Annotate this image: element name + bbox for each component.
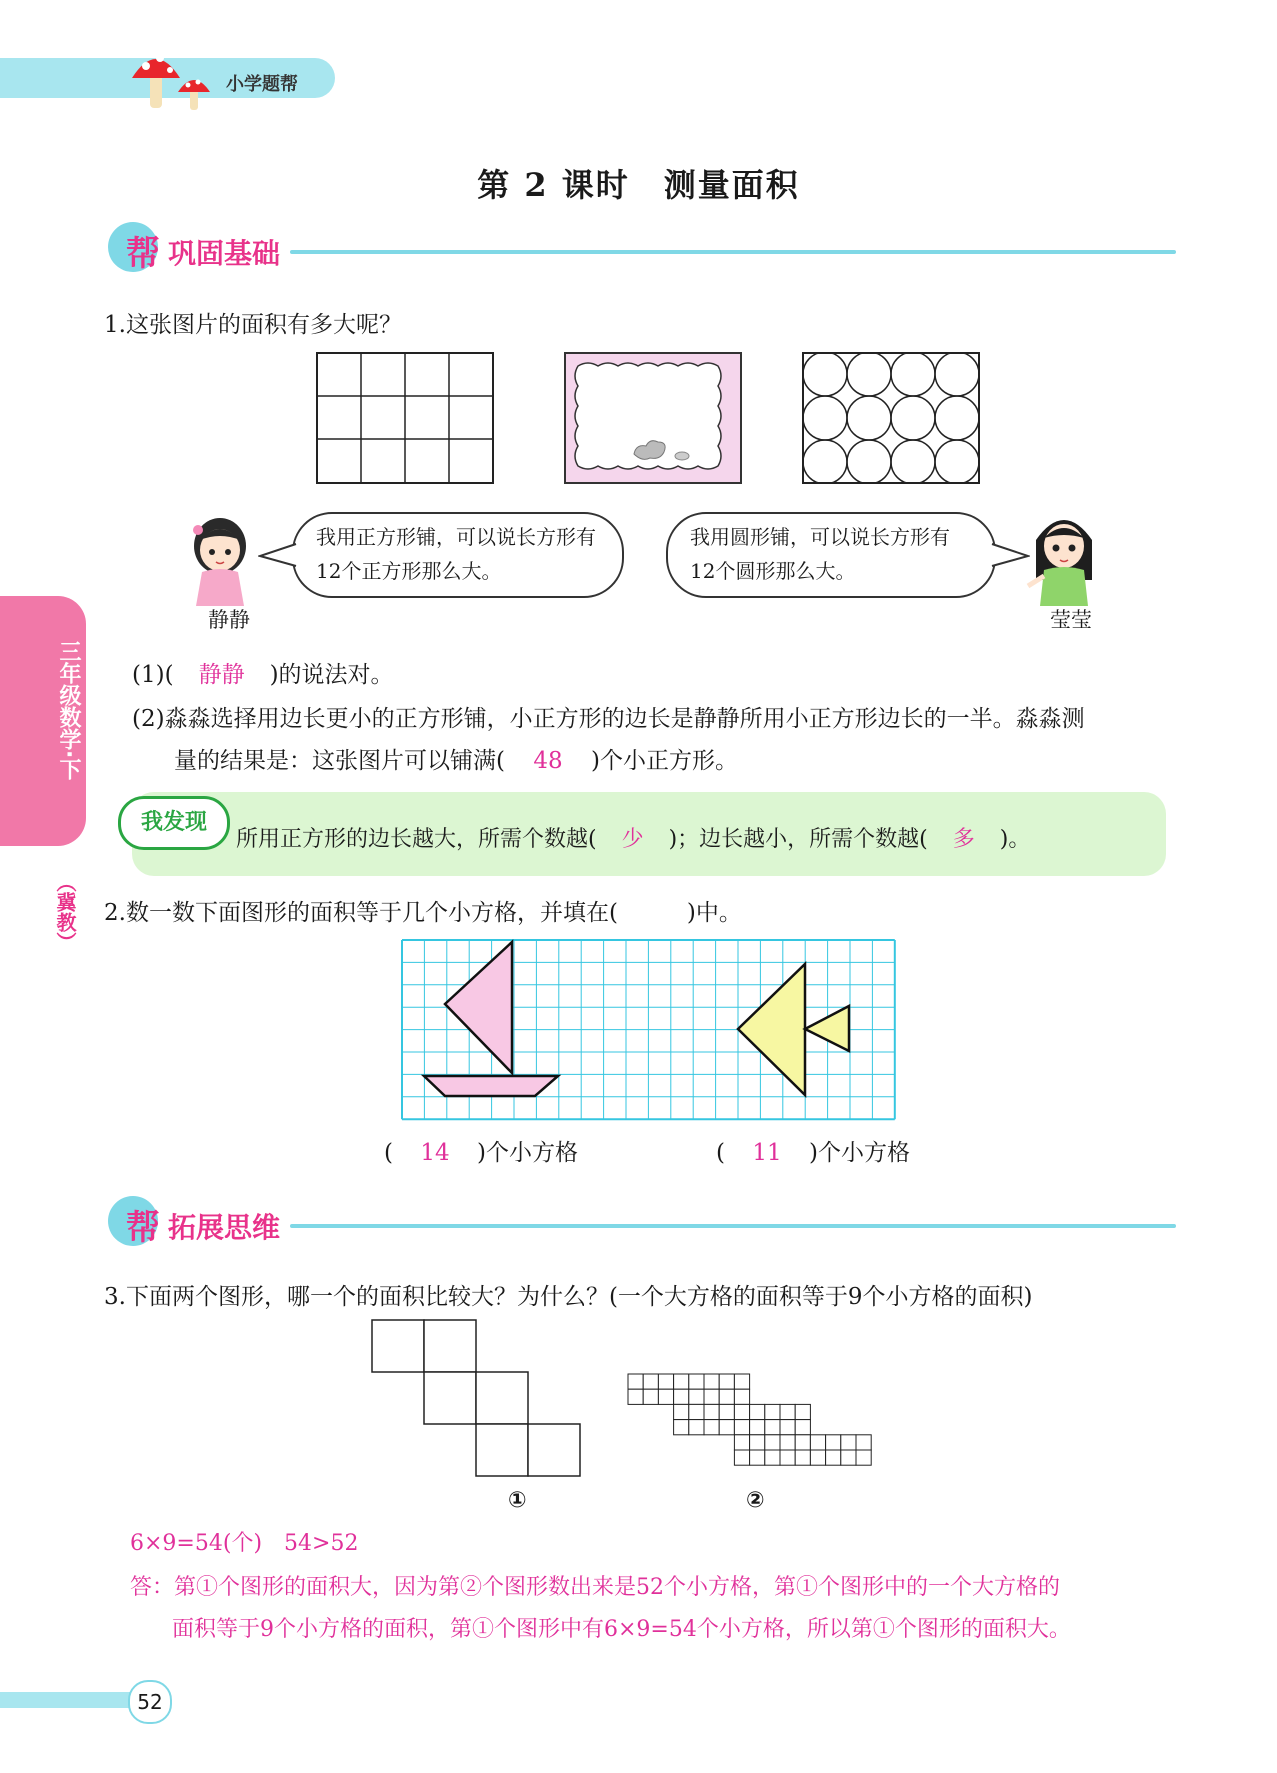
- q2-prompt: 2.数一数下面图形的面积等于几个小方格，并填在( )中。: [104, 900, 742, 926]
- q1-part2-line2: [174, 742, 738, 775]
- small-cell: [750, 1450, 765, 1465]
- q1-part2-answer: 48: [533, 748, 563, 774]
- lesson-title: 第 2 课时 测量面积: [477, 166, 800, 204]
- small-cell: [750, 1404, 765, 1419]
- small-cell: [689, 1389, 704, 1404]
- small-cell: [704, 1374, 719, 1389]
- section-mark: 帮: [126, 234, 160, 274]
- q3-prompt: 3.下面两个图形，哪一个的面积比较大？为什么？(一个大方格的面积等于9个小方格的面积): [104, 1284, 1033, 1310]
- shape-label-2: ②: [746, 1488, 765, 1513]
- q3-answer-line1: 答：第①个图形的面积大，因为第②个图形数出来是52个小方格，第①个图形中的一个大方格的: [130, 1575, 1060, 1600]
- boat-hull: [424, 1076, 558, 1096]
- small-cell: [780, 1420, 795, 1435]
- speech-bubble-left: 我用正方形铺，可以说长方形有12个正方形那么大。: [292, 512, 624, 598]
- small-cell: [734, 1420, 749, 1435]
- small-square-shape: [626, 1372, 906, 1478]
- small-cell: [628, 1389, 643, 1404]
- small-cell: [841, 1435, 856, 1450]
- girl-name-left: 静静: [208, 608, 250, 632]
- section-basic-header: [108, 222, 1176, 272]
- section-title: 巩固基础: [168, 237, 281, 270]
- fish-tail: [805, 1006, 849, 1051]
- small-cell: [689, 1374, 704, 1389]
- discovery-answer-b: 多: [952, 827, 975, 852]
- small-cell: [841, 1450, 856, 1465]
- q1-part1-prefix: (1)(: [132, 662, 174, 688]
- small-cell: [826, 1435, 841, 1450]
- q1-part1: [132, 656, 394, 689]
- small-cell: [765, 1404, 780, 1419]
- small-cell: [643, 1389, 658, 1404]
- q1-part2-prefix: 量的结果是：这张图片可以铺满(: [174, 748, 505, 774]
- small-cell: [719, 1389, 734, 1404]
- small-cell: [674, 1374, 689, 1389]
- square-tiling-figure: [316, 352, 494, 484]
- girl-name-right: 莹莹: [1050, 608, 1092, 632]
- picture-figure: [564, 352, 742, 484]
- small-cell: [674, 1420, 689, 1435]
- q2-answer-left-value: 14: [420, 1140, 450, 1166]
- discovery-text-c: )。: [999, 827, 1031, 852]
- page-number: 52: [128, 1680, 172, 1724]
- small-cell: [810, 1435, 825, 1450]
- q1-part2-line1: (2)淼淼选择用边长更小的正方形铺，小正方形的边长是静静所用小正方形边长的一半。淼淼测: [132, 706, 1085, 732]
- small-cell: [795, 1450, 810, 1465]
- circle-tiling-figure: [802, 352, 980, 484]
- small-cell: [795, 1435, 810, 1450]
- big-square-shape: [370, 1318, 584, 1478]
- small-cell: [750, 1435, 765, 1450]
- section-title: 拓展思维: [168, 1211, 281, 1244]
- discovery-text-a: 所用正方形的边长越大，所需个数越(: [236, 827, 597, 852]
- brand-label: 小学题帮: [226, 74, 298, 95]
- q1-part1-answer: 静静: [198, 662, 245, 688]
- section-divider: [290, 1224, 1176, 1228]
- q2-unit-left: )个小方格: [476, 1140, 578, 1166]
- small-cell: [856, 1450, 871, 1465]
- girl-avatar-right: [1024, 510, 1104, 610]
- small-cell: [765, 1450, 780, 1465]
- fish-body: [738, 964, 805, 1095]
- discovery-answer-a: 少: [621, 827, 644, 852]
- q2-open-paren-left: (: [384, 1140, 393, 1166]
- small-cell: [780, 1435, 795, 1450]
- bubble-tail-left: [258, 540, 298, 570]
- small-cell: [780, 1450, 795, 1465]
- small-cell: [674, 1389, 689, 1404]
- small-cell: [734, 1374, 749, 1389]
- small-cell: [795, 1404, 810, 1419]
- small-cell: [628, 1374, 643, 1389]
- small-cell: [810, 1450, 825, 1465]
- small-cell: [643, 1374, 658, 1389]
- section-extend-header: [108, 1196, 1176, 1246]
- shape-label-1: ①: [508, 1488, 527, 1513]
- small-cell: [704, 1404, 719, 1419]
- side-tab-edition: （冀教）: [53, 872, 77, 952]
- q1-part1-suffix: )的说法对。: [269, 662, 394, 688]
- small-cell: [719, 1374, 734, 1389]
- side-tab-grade: 三年级数学·下: [56, 640, 81, 781]
- small-cell: [704, 1420, 719, 1435]
- small-cell: [704, 1389, 719, 1404]
- discovery-badge: 我发现: [118, 796, 230, 850]
- small-cell: [734, 1404, 749, 1419]
- small-cell: [765, 1420, 780, 1435]
- small-cell: [856, 1435, 871, 1450]
- discovery-text: [236, 822, 1030, 853]
- discovery-text-b: )；边长越小，所需个数越(: [668, 827, 928, 852]
- small-cell: [765, 1435, 780, 1450]
- section-mark: 帮: [126, 1208, 160, 1248]
- q2-unit-right: )个小方格: [808, 1140, 910, 1166]
- small-cell: [750, 1420, 765, 1435]
- q2-answer-right-value: 11: [752, 1140, 782, 1166]
- q2-answer-left: [384, 1134, 578, 1167]
- small-cell: [689, 1404, 704, 1419]
- small-cell: [826, 1450, 841, 1465]
- small-cell: [734, 1435, 749, 1450]
- small-cell: [780, 1404, 795, 1419]
- small-cell: [734, 1389, 749, 1404]
- small-cell: [658, 1389, 673, 1404]
- small-cell: [674, 1404, 689, 1419]
- small-cell: [719, 1404, 734, 1419]
- q2-open-paren-right: (: [716, 1140, 725, 1166]
- small-cell: [795, 1420, 810, 1435]
- mushroom-icon: [128, 44, 218, 116]
- q3-calculation: 6×9=54(个) 54>52: [130, 1531, 359, 1556]
- small-cell: [658, 1374, 673, 1389]
- q1-prompt: 1.这张图片的面积有多大呢？: [104, 312, 402, 338]
- small-cell: [689, 1420, 704, 1435]
- girl-avatar-left: [184, 516, 256, 612]
- sail-triangle: [445, 942, 512, 1073]
- speech-bubble-right: 我用圆形铺，可以说长方形有12个圆形那么大。: [666, 512, 996, 598]
- section-divider: [290, 250, 1176, 254]
- small-cell: [734, 1450, 749, 1465]
- small-cell: [719, 1420, 734, 1435]
- q3-answer-line2: 面积等于9个小方格的面积，第①个图形中有6×9=54个小方格，所以第①个图形的面积大。: [172, 1617, 1071, 1642]
- q2-answer-right: [716, 1134, 910, 1167]
- footer-band: [0, 1692, 140, 1708]
- q1-part2-suffix: )个小正方形。: [590, 748, 738, 774]
- square-grid-figure: [400, 938, 896, 1124]
